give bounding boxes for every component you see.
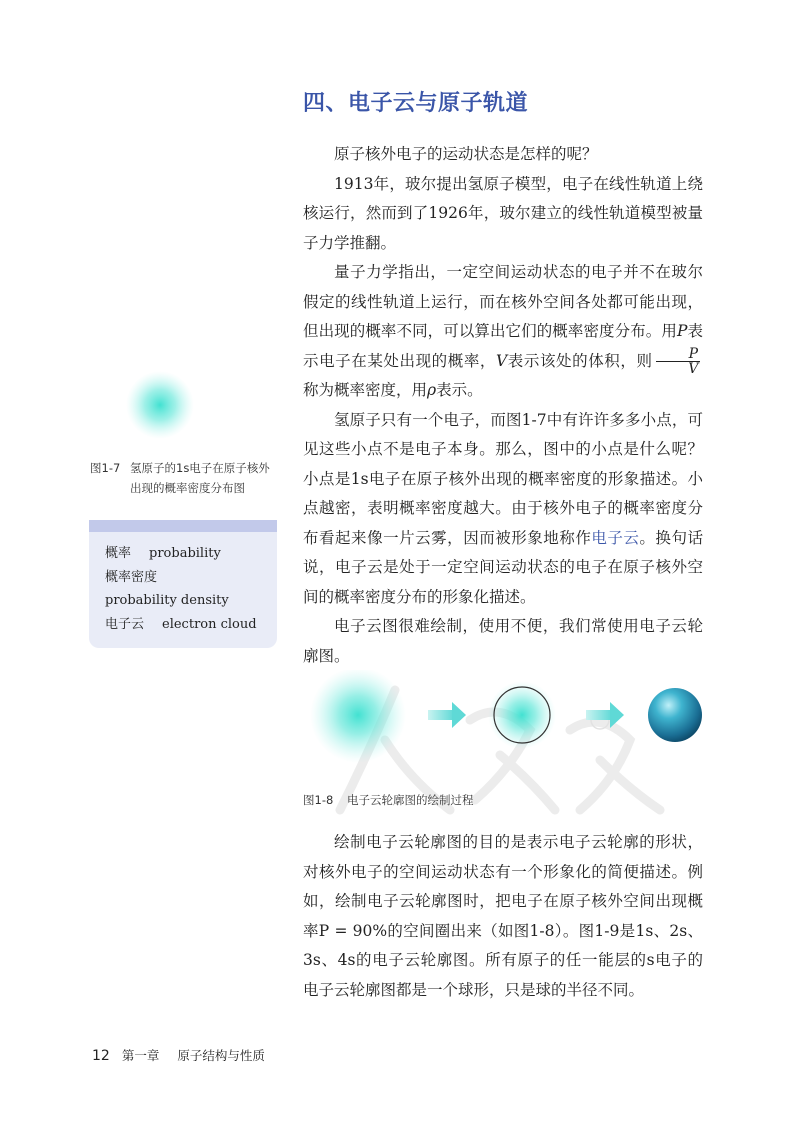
vocab-en: electron cloud [162,616,257,632]
chapter-label: 第一章 [121,1048,160,1063]
vocab-row [105,566,261,590]
vocab-zh: 概率 [105,546,132,561]
paragraph-2: 1913年，玻尔提出氢原子模型，电子在线性轨道上绕核运行，然而到了1926年，玻尔建立的线性轨道模型被量子力学推翻。 [303,174,703,252]
page-number: 12 [92,1048,110,1064]
paragraph-5: 电子云图很难绘制，使用不便，我们常使用电子云轮廓图。 [303,617,703,665]
figure-1-8-caption [303,792,473,808]
electron-cloud-contour-sphere [648,688,702,742]
p3-part-a: 量子力学指出，一定空间运动状态的电子并不在玻尔假定的线性轨道上运行，而在核外空间各处都可能出现，但出现的概率不同，可以算出它们的概率密度分布。用 [303,263,703,340]
page-footer [92,1046,265,1064]
p4-part-a: 氢原子只有一个电子，而图1-7中有许许多多小点，可见这些小点不是电子本身。那么，图中的小点是什么呢？小点是1s电子在原子核外出现的概率密度的形象描述。小点越密，表明概率密度越大。由于核外电子的概率密度分布看起来像一片云雾，因而被形象地称作 [303,410,703,547]
vocab-row [105,589,261,613]
symbol-p: P [676,322,688,340]
vocab-row [105,613,261,637]
fraction-p-over-v [656,347,700,376]
p3-part-d: 称为概率密度，用 [303,381,428,399]
electron-cloud-dots [310,670,406,763]
vocabulary-box-header-bar [89,520,277,532]
fraction-denominator: V [688,361,699,377]
outlined-electron-cloud [488,681,556,749]
vocab-zh: 概率密度 [105,569,158,585]
vocabulary-box [89,520,277,648]
arrow-right-icon [428,702,466,728]
symbol-v: V [496,351,508,370]
vocab-row [105,542,261,566]
figure-1-7-caption [90,458,280,498]
chapter-title: 原子结构与性质 [177,1048,265,1063]
figure-1-8-illustration [300,670,710,770]
keyword-electron-cloud: 电子云 [591,528,640,547]
body-lower [303,828,703,1005]
figure-1-7-number: 图1-7 [90,461,121,475]
p3-part-b: 表示电子在某处出现的概率， [303,322,703,370]
paragraph-3 [303,258,703,406]
section-heading: 四、电子云与原子轨道 [303,91,529,116]
fraction-numerator: P [656,347,700,362]
paragraph-6: 绘制电子云轮廓图的目的是表示电子云轮廓的形状，对核外电子的空间运动状态有一个形象化的简便描述。例如，绘制电子云轮廓图时，把电子在原子核外空间出现概率P = 90%的空间圈出来（如图1-8）。图1-9是1s、2s、3s、4s的电子云轮廓图。所有原子的任一能层的s电子的电子云轮廓图都是一个球形，只是球的半径不同。 [303,833,703,999]
arrow-right-icon [586,702,624,728]
vocab-en: probability density [105,593,229,608]
p4-part-b: 。换句话说，电子云是处于一定空间运动状态的电子在原子核外空间的概率密度分布的形象化描述。 [303,528,703,606]
vocab-zh: 电子云 [105,616,145,632]
figure-1-7-electron-cloud [120,365,200,445]
paragraph-1: 原子核外电子的运动状态是怎样的呢？ [334,145,598,163]
symbol-rho: ρ [427,381,437,399]
body-upper [303,140,703,671]
p3-part-c: 表示该处的体积，则 [507,351,653,370]
figure-1-7-text: 氢原子的1s电子在原子核外出现的概率密度分布图 [130,461,270,495]
p3-part-e: 表示。 [436,381,483,399]
figure-1-8-text: 电子云轮廓图的绘制过程 [346,793,474,807]
figure-1-8-number: 图1-8 [303,793,334,807]
vocab-en: probability [149,546,221,561]
paragraph-4 [303,406,703,613]
vocabulary-list [89,532,277,646]
